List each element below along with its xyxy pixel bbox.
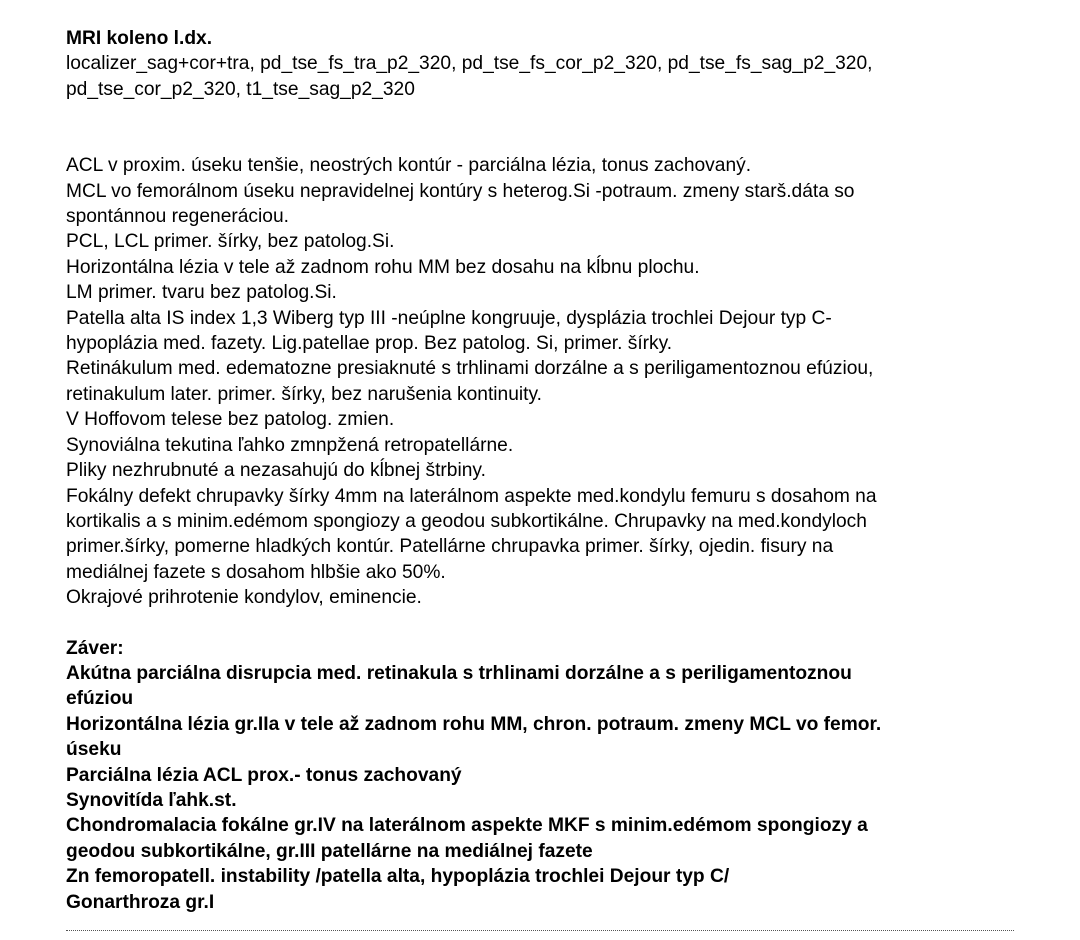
- conclusion-section: [66, 636, 1056, 915]
- conclusion-heading: Záver:: [66, 637, 124, 659]
- conclusion-line: efúziou: [66, 688, 134, 710]
- finding-line: PCL, LCL primer. šírky, bez patolog.Si.: [66, 231, 395, 253]
- finding-line: spontánnou regeneráciou.: [66, 206, 289, 228]
- spacer: [66, 611, 1056, 636]
- conclusion-line: Chondromalacia fokálne gr.IV na laterálnom aspekte MKF s minim.edémom spongiozy a: [66, 815, 868, 837]
- conclusion-line: úseku: [66, 739, 122, 761]
- conclusion-line: Horizontálna lézia gr.IIa v tele až zadnom rohu MM, chron. potraum. zmeny MCL vo femor.: [66, 713, 882, 735]
- sequence-line: localizer_sag+cor+tra, pd_tse_fs_tra_p2_320, pd_tse_fs_cor_p2_320, pd_tse_fs_sag_p2_320,: [66, 53, 873, 75]
- report-title: MRI koleno l.dx.: [66, 28, 213, 49]
- finding-line: MCL vo femorálnom úseku nepravidelnej kontúry s heterog.Si -potraum. zmeny starš.dáta so: [66, 180, 855, 202]
- spacer: [66, 102, 1056, 153]
- finding-line: primer.šírky, pomerne hladkých kontúr. Patellárne chrupavka primer. šírky, ojedin. fisury na: [66, 536, 834, 558]
- report-header: [66, 26, 1056, 102]
- finding-line: ACL v proxim. úseku tenšie, neostrých kontúr - parciálna lézia, tonus zachovaný.: [66, 155, 752, 177]
- finding-line: kortikalis a s minim.edémom spongiozy a geodou subkortikálne. Chrupavky na med.kondyloch: [66, 510, 867, 532]
- finding-line: Pliky nezhrubnuté a nezasahujú do kĺbnej štrbiny.: [66, 460, 486, 482]
- finding-line: retinakulum later. primer. šírky, bez narušenia kontinuity.: [66, 383, 542, 405]
- finding-line: V Hoffovom telese bez patolog. zmien.: [66, 409, 395, 431]
- conclusion-line: Zn femoropatell. instability /patella alta, hypoplázia trochlei Dejour typ C/: [66, 866, 730, 888]
- finding-line: LM primer. tvaru bez patolog.Si.: [66, 282, 337, 304]
- finding-line: mediálnej fazete s dosahom hlbšie ako 50%.: [66, 561, 446, 583]
- finding-line: Retinákulum med. edematozne presiaknuté s trhlinami dorzálne a s periligamentoznou efúziou,: [66, 358, 874, 380]
- dotted-divider: [66, 930, 1014, 931]
- sequence-line: pd_tse_cor_p2_320, t1_tse_sag_p2_320: [66, 78, 415, 100]
- conclusion-line: geodou subkortikálne, gr.III patellárne na mediálnej fazete: [66, 840, 593, 862]
- finding-line: Horizontálna lézia v tele až zadnom rohu MM bez dosahu na kĺbnu plochu.: [66, 256, 700, 278]
- finding-line: Okrajové prihrotenie kondylov, eminencie.: [66, 587, 422, 609]
- finding-line: hypoplázia med. fazety. Lig.patellae prop. Bez patolog. Si, primer. šírky.: [66, 333, 673, 355]
- finding-line: Synoviálna tekutina ľahko zmnpžená retropatellárne.: [66, 434, 514, 456]
- conclusion-line: Parciálna lézia ACL prox.- tonus zachovaný: [66, 764, 462, 786]
- conclusion-line: Synovitída ľahk.st.: [66, 789, 237, 811]
- conclusion-line: Akútna parciálna disrupcia med. retinakula s trhlinami dorzálne a s periligamentoznou: [66, 662, 852, 684]
- conclusion-line: Gonarthroza gr.I: [66, 891, 215, 913]
- findings-section: [66, 153, 1056, 610]
- report-document: [66, 26, 1056, 915]
- finding-line: Fokálny defekt chrupavky šírky 4mm na laterálnom aspekte med.kondylu femuru s dosahom na: [66, 485, 877, 507]
- finding-line: Patella alta IS index 1,3 Wiberg typ III -neúplne kongruuje, dysplázia trochlei Dejour typ C-: [66, 307, 832, 329]
